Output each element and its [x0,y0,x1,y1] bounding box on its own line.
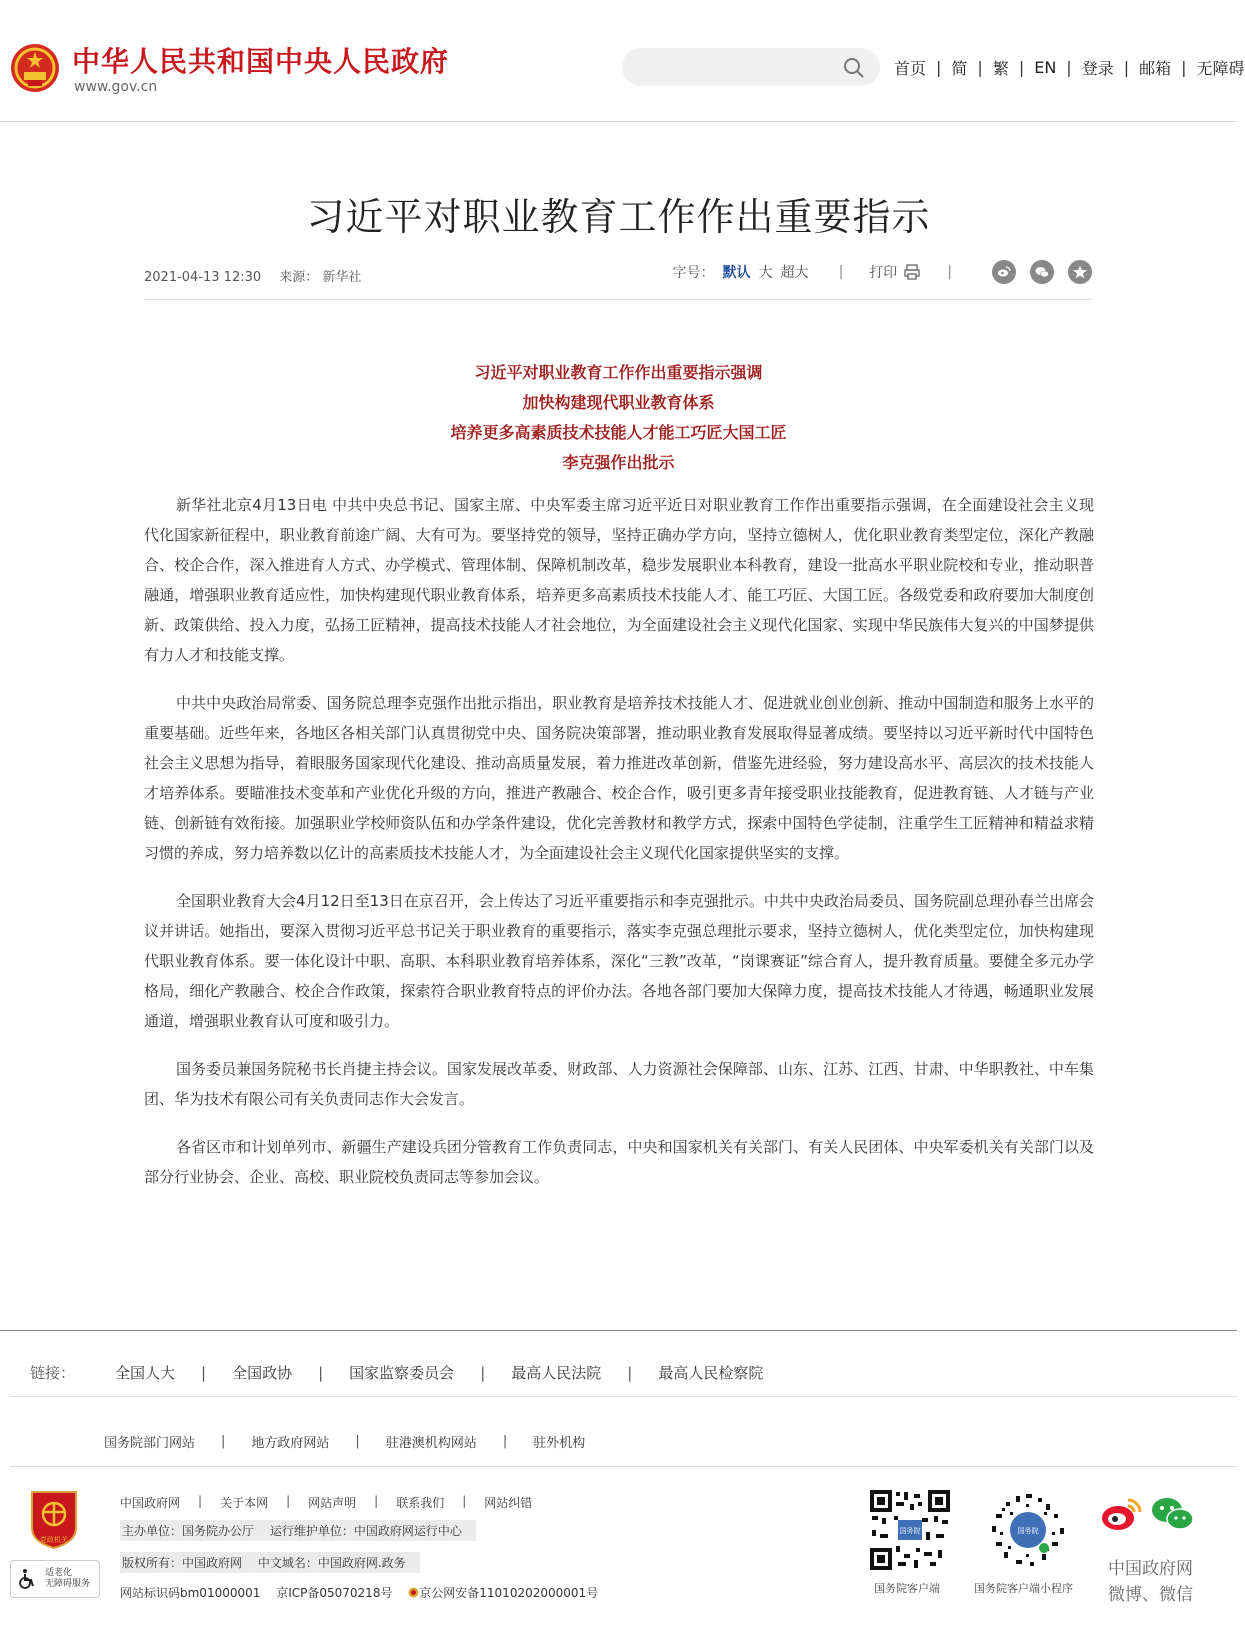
links-label: 链接： [30,1364,76,1382]
footer-links-row-2: 国务院部门网站 | 地方政府网站 | 驻港澳机构网站 | 驻外机构 [104,1434,586,1451]
link-error-report[interactable]: 网站纠错 [484,1496,533,1510]
subtitle-line: 李克强作出批示 [562,453,675,472]
footer-divider [10,1466,1237,1467]
social-label [1108,1556,1193,1608]
link-supervision[interactable]: 国家监察委员会 [349,1364,455,1382]
footer-sponsor-info [120,1520,476,1541]
nav-traditional[interactable]: 繁 [992,59,1009,78]
social-label-1: 中国政府网 [1108,1559,1193,1579]
font-size-xlarge[interactable]: 超大 [780,265,809,281]
badge-text: 党政机关 [40,1536,68,1544]
site-header [0,0,1245,122]
access-text-1: 适老化 [45,1568,73,1578]
paragraph: 全国职业教育大会4月12日至13日在京召开，会上传达了习近平重要指示和李克强批示。中共中央政治局委员、国务院副总理孙春兰出席会议并讲话。她指出，要深入贯彻习近平总书记关于职业教育的重要指示，落实李克强总理批示要求，坚持立德树人，优化类型定位，加快构建现代职业教育体系。要一体化设计中职、高职、本科职业教育培养体系，深化“三教”改革，“岗课赛证”综合育人，提升教育质量。要健全多元办学格局，细化产教融合、校企合作政策，探索符合职业教育特点的评价办法。各地各部门要加大保障力度，提高技术技能人才待遇，畅通职业发展通道，增强职业教育认可度和吸引力。 [144,892,1094,1030]
paragraph: 各省区市和计划单列市、新疆生产建设兵团分管教育工作负责同志，中央和国家机关有关部门、有关人民团体、中央军委机关有关部门以及部分行业协会、企业、高校、职业院校负责同志等参加会议。 [144,1138,1094,1186]
print-button[interactable] [869,262,921,282]
top-nav: 首页 | 简 | 繁 | EN | 登录 | 邮箱 | 无障碍 [894,58,1245,78]
elder-accessibility-badge[interactable] [10,1560,100,1598]
nav-english[interactable]: EN [1034,58,1057,77]
search-icon[interactable] [842,56,866,80]
operator: 运行维护单位：中国政府网运行中心 [269,1524,462,1538]
link-procuratorate[interactable]: 最高人民检察院 [658,1364,764,1382]
nav-accessibility[interactable]: 无障碍 [1196,59,1245,78]
link-statement[interactable]: 网站声明 [308,1496,357,1510]
police-record[interactable]: 京公网安备11010202000001号 [408,1586,610,1600]
subtitle-line: 培养更多高素质技术技能人才能工巧匠大国工匠 [450,423,787,442]
social-label-2: 微博、微信 [1108,1585,1193,1605]
link-hk-macao[interactable]: 驻港澳机构网站 [385,1436,477,1451]
icp-number[interactable]: 京ICP备05070218号 [276,1586,393,1600]
link-local-gov[interactable]: 地方政府网站 [251,1436,330,1451]
link-overseas[interactable]: 驻外机构 [533,1436,586,1451]
footer-divider [0,1330,1237,1331]
article-meta: 2021-04-13 12:30 来源： 新华社 字号： 默认 大 超大 | 打印 | [144,258,1092,300]
link-state-departments[interactable]: 国务院部门网站 [104,1436,196,1451]
footer-divider [10,1396,1237,1397]
search-box[interactable] [622,48,880,86]
wechat-icon[interactable] [1150,1494,1196,1534]
link-cppcc[interactable]: 全国政协 [232,1364,293,1382]
favorite-star-icon[interactable] [1068,260,1092,284]
national-emblem-icon[interactable] [10,42,60,94]
printer-icon [903,263,921,281]
copyright: 版权所有：中国政府网 [122,1556,243,1570]
client-app-qr-code [868,1488,952,1572]
police-badge-icon [408,1587,419,1598]
weibo-share-icon[interactable] [992,260,1016,284]
font-size-large[interactable]: 大 [758,265,773,281]
link-about[interactable]: 关于本网 [220,1496,269,1510]
link-gov-cn[interactable]: 中国政府网 [120,1496,181,1510]
paragraph: 中共中央政治局常委、国务院总理李克强作出批示指出，职业教育是培养技术技能人才、促进就业创业创新、推动中国制造和服务上水平的重要基础。近些年来，各地区各相关部门认真贯彻党中央、国务院决策部署，推动职业教育发展取得显著成绩。要坚持以习近平新时代中国特色社会主义思想为指导，着眼服务国家现代化建设、推动高质量发展，着力推进改革创新，借鉴先进经验，努力建设高水平、高层次的技术技能人才培养体系。要瞄准技术变革和产业优化升级的方向，推进产教融合、校企合作，吸引更多青年接受职业技能教育，促进教育链、人才链与产业链、创新链有效衔接。加强职业学校师资队伍和办学条件建设，优化完善教材和教学方式，探索中国特色学徒制，注重学生工匠精神和精益求精习惯的养成，努力培养数以亿计的高素质技术技能人才，为全面建设社会主义现代化国家提供坚实的支撑。 [144,694,1094,862]
link-contact[interactable]: 联系我们 [396,1496,445,1510]
article-source: 来源： 新华社 [279,270,362,285]
article-body [144,490,1094,1210]
qr-center-text: 国务院 [899,1527,921,1535]
site-url[interactable]: www.gov.cn [74,79,158,95]
nav-login[interactable]: 登录 [1081,59,1114,78]
nav-home[interactable]: 首页 [894,59,927,78]
site-code: 网站标识码bm01000001 [120,1586,261,1600]
party-gov-badge-icon[interactable] [28,1488,80,1550]
wechat-share-icon[interactable] [1030,260,1054,284]
paragraph: 新华社北京4月13日电 中共中央总书记、国家主席、中央军委主席习近平近日对职业教育工作作出重要指示强调，在全面建设社会主义现代化国家新征程中，职业教育前途广阔、大有可为。要坚持党的领导，坚持正确办学方向，坚持立德树人，优化职业教育类型定位，深化产教融合、校企合作，深入推进育人方式、办学模式、管理体制、保障机制改革，稳步发展职业本科教育，建设一批高水平职业院校和专业，推动职普融通，增强职业教育适应性，加快构建现代职业教育体系，培养更多高素质技术技能人才、能工巧匠、大国工匠。各级党委和政府要加大制度创新、政策供给、投入力度，弘扬工匠精神，提高技术技能人才社会地位，为全面建设社会主义现代化国家、实现中华民族伟大复兴的中国梦提供有力人才和技能支撑。 [144,496,1094,664]
nav-simplified[interactable]: 简 [951,59,968,78]
font-size-default[interactable]: 默认 [722,265,751,281]
font-size-label: 字号： [672,265,715,281]
search-input[interactable] [638,56,838,78]
qr-center-text: 国务院 [1017,1527,1039,1535]
footer-links-row: 链接： 全国人大 | 全国政协 | 国家监察委员会 | 最高人民法院 | 最高人民检察院 [30,1363,764,1382]
subtitle-line: 习近平对职业教育工作作出重要指示强调 [474,363,763,382]
footer-site-links: 中国政府网 | 关于本网 | 网站声明 | 联系我们 | 网站纠错 [120,1494,533,1510]
qr1-label: 国务院客户端 [874,1582,940,1595]
chinese-domain: 中文域名：中国政府网.政务 [257,1556,406,1570]
qr2-label: 国务院客户端小程序 [974,1582,1073,1595]
footer-icp-info [120,1584,622,1601]
article-subtitle [0,358,1237,478]
weibo-icon[interactable] [1100,1494,1144,1534]
subtitle-line: 加快构建现代职业教育体系 [522,393,715,412]
link-supreme-court[interactable]: 最高人民法院 [511,1364,602,1382]
link-npc[interactable]: 全国人大 [115,1364,176,1382]
mini-program-qr-code [986,1488,1070,1572]
footer-copyright-info [120,1552,420,1573]
sponsor: 主办单位：国务院办公厅 [122,1524,255,1538]
site-title[interactable]: 中华人民共和国中央人民政府 [72,45,450,78]
print-label: 打印 [869,265,898,281]
nav-mail[interactable]: 邮箱 [1139,59,1172,78]
article-datetime: 2021-04-13 12:30 [144,270,262,285]
wheelchair-icon [17,1568,39,1590]
article-title: 习近平对职业教育工作作出重要指示 [306,195,931,239]
access-text-2: 无障碍服务 [45,1579,91,1589]
paragraph: 国务委员兼国务院秘书长肖捷主持会议。国家发展改革委、财政部、人力资源社会保障部、山东、江苏、江西、甘肃、中华职教社、中车集团、华为技术有限公司有关负责同志作大会发言。 [144,1060,1094,1108]
